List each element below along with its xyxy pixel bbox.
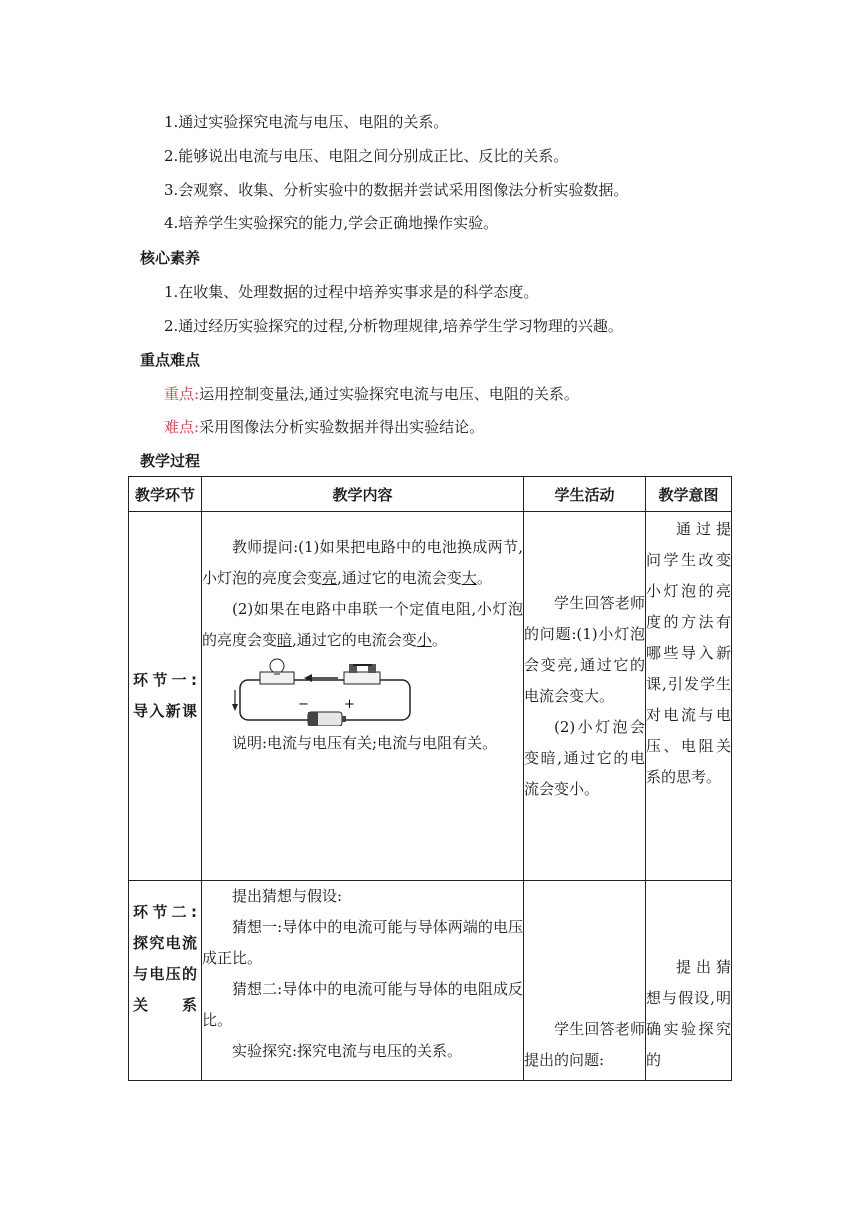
objective-3: 3.会观察、收集、分析实验中的数据并尝试采用图像法分析实验数据。 (164, 181, 629, 199)
content-1 (202, 512, 524, 881)
battery-icon (308, 712, 346, 726)
student-activity-2 (524, 881, 646, 1081)
arrow-left-icon (304, 674, 338, 682)
q1-text-b: ,通过它的电流会变 (337, 569, 462, 587)
q1-answer-1: 亮 (322, 569, 338, 587)
q2-text-b: ,通过它的电流会变 (292, 631, 417, 649)
intent-1 (646, 512, 732, 881)
process-heading: 教学过程 (140, 452, 201, 470)
core-heading: 核心素养 (140, 249, 201, 267)
q2-text-a: (2)如果在电路中串联一个定值电阻,小灯泡的亮度会变 (202, 600, 523, 649)
key-heading: 重点难点 (140, 351, 201, 369)
process-table (128, 476, 732, 1081)
student-activity-1 (524, 512, 646, 881)
q1-text-c: 。 (476, 569, 492, 587)
core-item-1: 1.在收集、处理数据的过程中培养实事求是的科学态度。 (164, 283, 539, 301)
intent-1-text: 通过提问学生改变小灯泡的亮度的方法有哪些导入新课,引发学生对电流与电压、电阻关系的思考。 (646, 520, 731, 786)
intent-2 (646, 881, 732, 1081)
intent-2-text: 提出猜想与假设,明确实验探究的 (646, 958, 731, 1069)
stage-2: 环节二:探究电流与电压的关系 (129, 881, 202, 1081)
objective-4: 4.培养学生实验探究的能力,学会正确地操作实验。 (164, 214, 499, 232)
plus-sign: + (344, 697, 355, 712)
content-2-line-4: 实验探究:探究电流与电压的关系。 (232, 1042, 463, 1060)
header-stage: 教学环节 (129, 477, 202, 512)
student-answer-2-text: 学生回答老师提出的问题: (524, 1020, 645, 1069)
key-point (164, 384, 579, 404)
objective-2: 2.能够说出电流与电压、电阻之间分别成正比、反比的关系。 (164, 147, 569, 165)
question-1 (202, 532, 523, 594)
key-label: 重点: (164, 385, 200, 403)
table-row (129, 512, 732, 881)
switch-icon (344, 664, 380, 684)
table-row (129, 881, 732, 1081)
content-2-line-3: 猜想二:导体中的电流可能与导体的电阻成反比。 (202, 980, 523, 1029)
q1-text-a: 教师提问:(1)如果把电路中的电池换成两节,小灯泡的亮度会变 (202, 538, 523, 587)
difficult-label: 难点: (164, 418, 200, 436)
content-2-line-2: 猜想一:导体中的电流可能与导体两端的电压成正比。 (202, 918, 523, 967)
student-answer-2: (2)小灯泡会变暗,通过它的电流会变小。 (524, 717, 645, 798)
table-header-row (129, 477, 732, 512)
header-student: 学生活动 (524, 477, 646, 512)
header-intent: 教学意图 (646, 477, 732, 512)
difficult-text: 采用图像法分析实验数据并得出实验结论。 (199, 418, 485, 436)
q2-answer-1: 暗 (277, 631, 293, 649)
note-text: 说明:电流与电压有关;电流与电阻有关。 (232, 734, 498, 752)
q2-text-c: 。 (431, 631, 447, 649)
bulb-icon (260, 659, 294, 684)
content-2-line-1: 提出猜想与假设: (232, 887, 343, 905)
header-content: 教学内容 (202, 477, 524, 512)
circuit-diagram (232, 658, 422, 726)
content-2 (202, 881, 524, 1081)
q1-answer-2: 大 (461, 569, 477, 587)
minus-sign: − (298, 697, 309, 712)
key-text: 运用控制变量法,通过实验探究电流与电压、电阻的关系。 (199, 385, 579, 403)
q2-answer-2: 小 (416, 631, 432, 649)
arrow-down-icon (232, 690, 238, 711)
core-item-2: 2.通过经历实验探究的过程,分析物理规律,培养学生学习物理的兴趣。 (164, 317, 623, 335)
stage-1: 环节一:导入新课 (129, 512, 202, 881)
student-answer-1: 学生回答老师的问题:(1)小灯泡会变亮,通过它的电流会变大。 (524, 593, 645, 705)
objective-1: 1.通过实验探究电流与电压、电阻的关系。 (164, 113, 449, 131)
difficult-point (164, 417, 484, 437)
question-2 (202, 594, 523, 656)
